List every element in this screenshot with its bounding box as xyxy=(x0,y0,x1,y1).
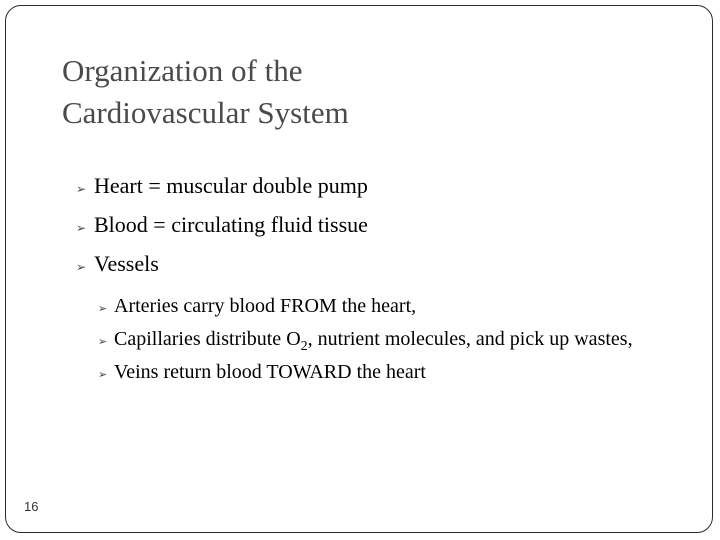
bullet-vessels xyxy=(76,246,696,390)
subscript-2: 2 xyxy=(300,339,308,354)
bullet-icon: ➢ xyxy=(76,182,87,196)
bullet-icon: ➢ xyxy=(98,368,108,381)
bullet-text: Vessels xyxy=(94,251,159,276)
sub-bullet-text: Arteries carry blood FROM the heart, xyxy=(114,295,417,317)
bullet-heart xyxy=(76,168,696,207)
sub-bullet-text-before: Capillaries distribute O xyxy=(114,328,301,350)
bullet-text: Heart = muscular double pump xyxy=(94,173,368,198)
bullet-icon: ➢ xyxy=(76,221,87,235)
sub-bullet-capillaries xyxy=(98,324,658,357)
slide xyxy=(5,5,713,533)
sub-bullet-arteries xyxy=(98,291,658,324)
bullet-icon: ➢ xyxy=(76,260,87,274)
page-number: 16 xyxy=(24,499,39,514)
slide-title xyxy=(62,50,349,134)
sub-bullet-text: Veins return blood TOWARD the heart xyxy=(114,361,426,383)
sub-bullet-veins xyxy=(98,357,658,390)
title-line-2: Cardiovascular System xyxy=(62,95,349,130)
sub-bullet-list xyxy=(98,291,658,390)
bullet-icon: ➢ xyxy=(98,302,108,315)
bullet-icon: ➢ xyxy=(98,335,108,348)
bullet-blood xyxy=(76,207,696,246)
sub-bullet-text-after: , nutrient molecules, and pick up wastes, xyxy=(307,328,633,350)
title-line-1: Organization of the xyxy=(62,53,303,88)
bullet-list xyxy=(76,168,696,390)
bullet-text: Blood = circulating fluid tissue xyxy=(94,212,368,237)
